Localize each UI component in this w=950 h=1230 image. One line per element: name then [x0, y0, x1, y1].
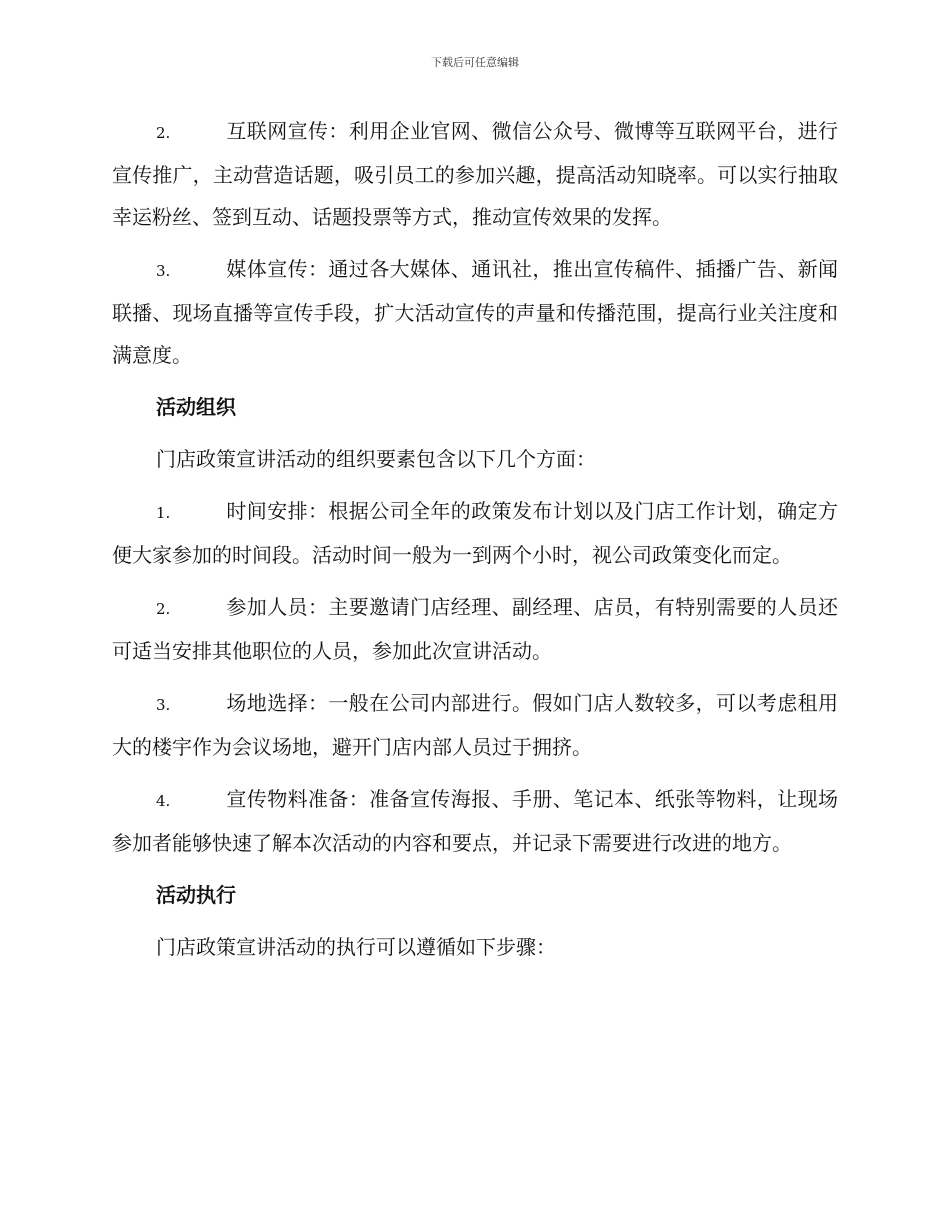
list-item-number: 2.: [156, 124, 171, 142]
list-item: [112, 586, 838, 672]
section-heading-organization: 活动组织: [156, 395, 236, 419]
document-body: [112, 110, 838, 978]
list-item-text: 场地选择：一般在公司内部进行。假如门店人数较多，可以考虑租用大的楼宇作为会议场地，避开门店内部人员过于拥挤。: [112, 691, 838, 759]
list-item-number: 3.: [156, 262, 171, 280]
paragraph: 门店政策宣讲活动的执行可以遵循如下步骤：: [156, 935, 556, 959]
list-item-number: 2.: [156, 600, 171, 618]
section-heading-execution: 活动执行: [156, 883, 236, 907]
list-item: [112, 490, 838, 576]
list-item-text: 时间安排：根据公司全年的政策发布计划以及门店工作计划，确定方便大家参加的时间段。活动时间一般为一到两个小时，视公司政策变化而定。: [112, 499, 838, 567]
list-item-number: 4.: [156, 792, 171, 810]
list-item: [112, 778, 838, 864]
list-item-text: 媒体宣传：通过各大媒体、通讯社，推出宣传稿件、插播广告、新闻联播、现场直播等宣传手段，扩大活动宣传的声量和传播范围，提高行业关注度和满意度。: [112, 257, 838, 367]
list-item-text: 参加人员：主要邀请门店经理、副经理、店员，有特别需要的人员还可适当安排其他职位的人员，参加此次宣讲活动。: [112, 595, 838, 663]
list-item: [112, 110, 838, 238]
list-item: [112, 682, 838, 768]
list-item-number: 1.: [156, 504, 171, 522]
list-item-number: 3.: [156, 696, 171, 714]
page-header: 下载后可任意编辑: [431, 56, 519, 69]
list-item-text: 互联网宣传：利用企业官网、微信公众号、微博等互联网平台，进行宣传推广，主动营造话题，吸引员工的参加兴趣，提高活动知晓率。可以实行抽取幸运粉丝、签到互动、话题投票等方式，推动宣传效果的发挥。: [112, 119, 838, 229]
list-item-text: 宣传物料准备：准备宣传海报、手册、笔记本、纸张等物料，让现场参加者能够快速了解本次活动的内容和要点，并记录下需要进行改进的地方。: [112, 787, 838, 855]
list-item: [112, 248, 838, 376]
paragraph: 门店政策宣讲活动的组织要素包含以下几个方面：: [156, 447, 596, 471]
